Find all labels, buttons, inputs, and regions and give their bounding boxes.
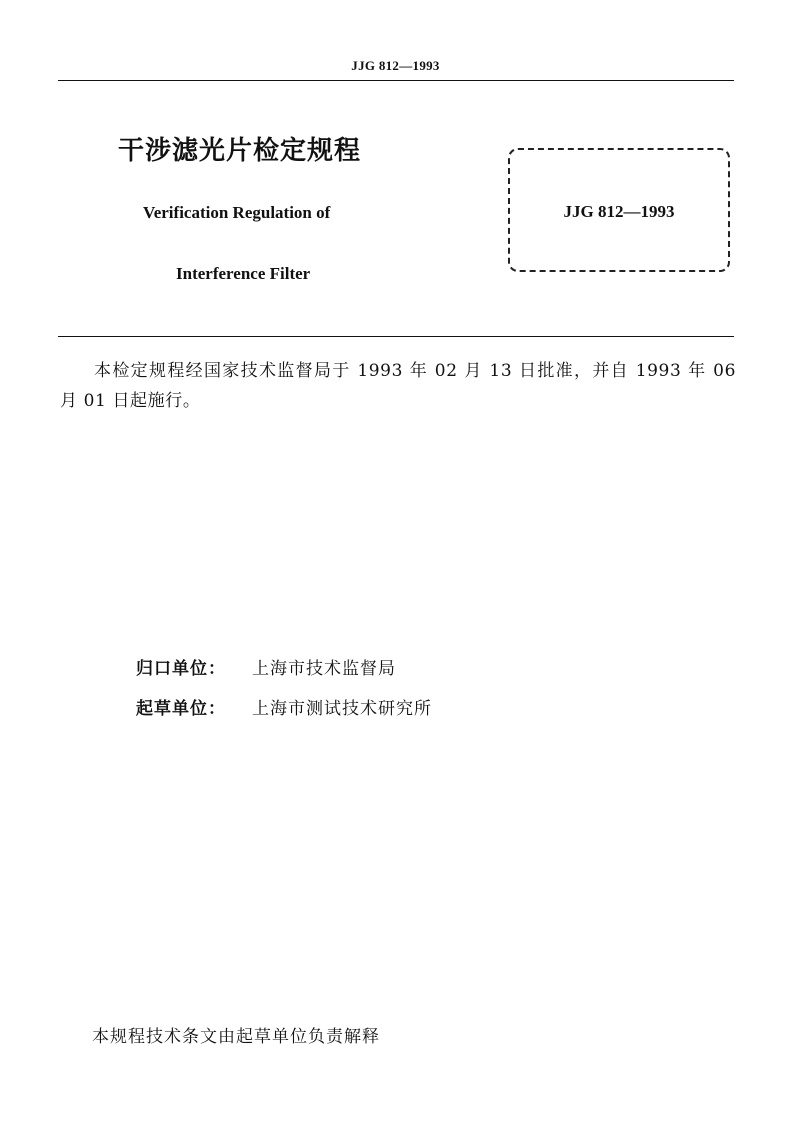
responsible-unit-value: 上海市技术监督局 [252, 659, 396, 679]
approval-statement: 本检定规程经国家技术监督局于 1993 年 02 月 13 日批准，并自 1993 年 06 月 01 日起施行。 [60, 361, 736, 411]
title-english-line-1: Verification Regulation of [143, 203, 331, 222]
header-standard-code: JJG 812—1993 [351, 58, 440, 73]
top-rule [58, 80, 734, 81]
responsible-unit-label: 归口单位： [136, 659, 226, 679]
drafting-unit-label: 起草单位： [136, 699, 226, 719]
title-english-line-2: Interference Filter [176, 264, 311, 283]
interpretation-note: 本规程技术条文由起草单位负责解释 [92, 1027, 380, 1047]
title-chinese: 干涉滤光片检定规程 [118, 136, 362, 166]
responsible-unit-row [136, 654, 396, 679]
middle-rule [58, 336, 734, 337]
standard-code-in-frame: JJG 812—1993 [563, 202, 675, 221]
drafting-unit-row [136, 694, 432, 719]
drafting-unit-value: 上海市测试技术研究所 [252, 699, 432, 719]
